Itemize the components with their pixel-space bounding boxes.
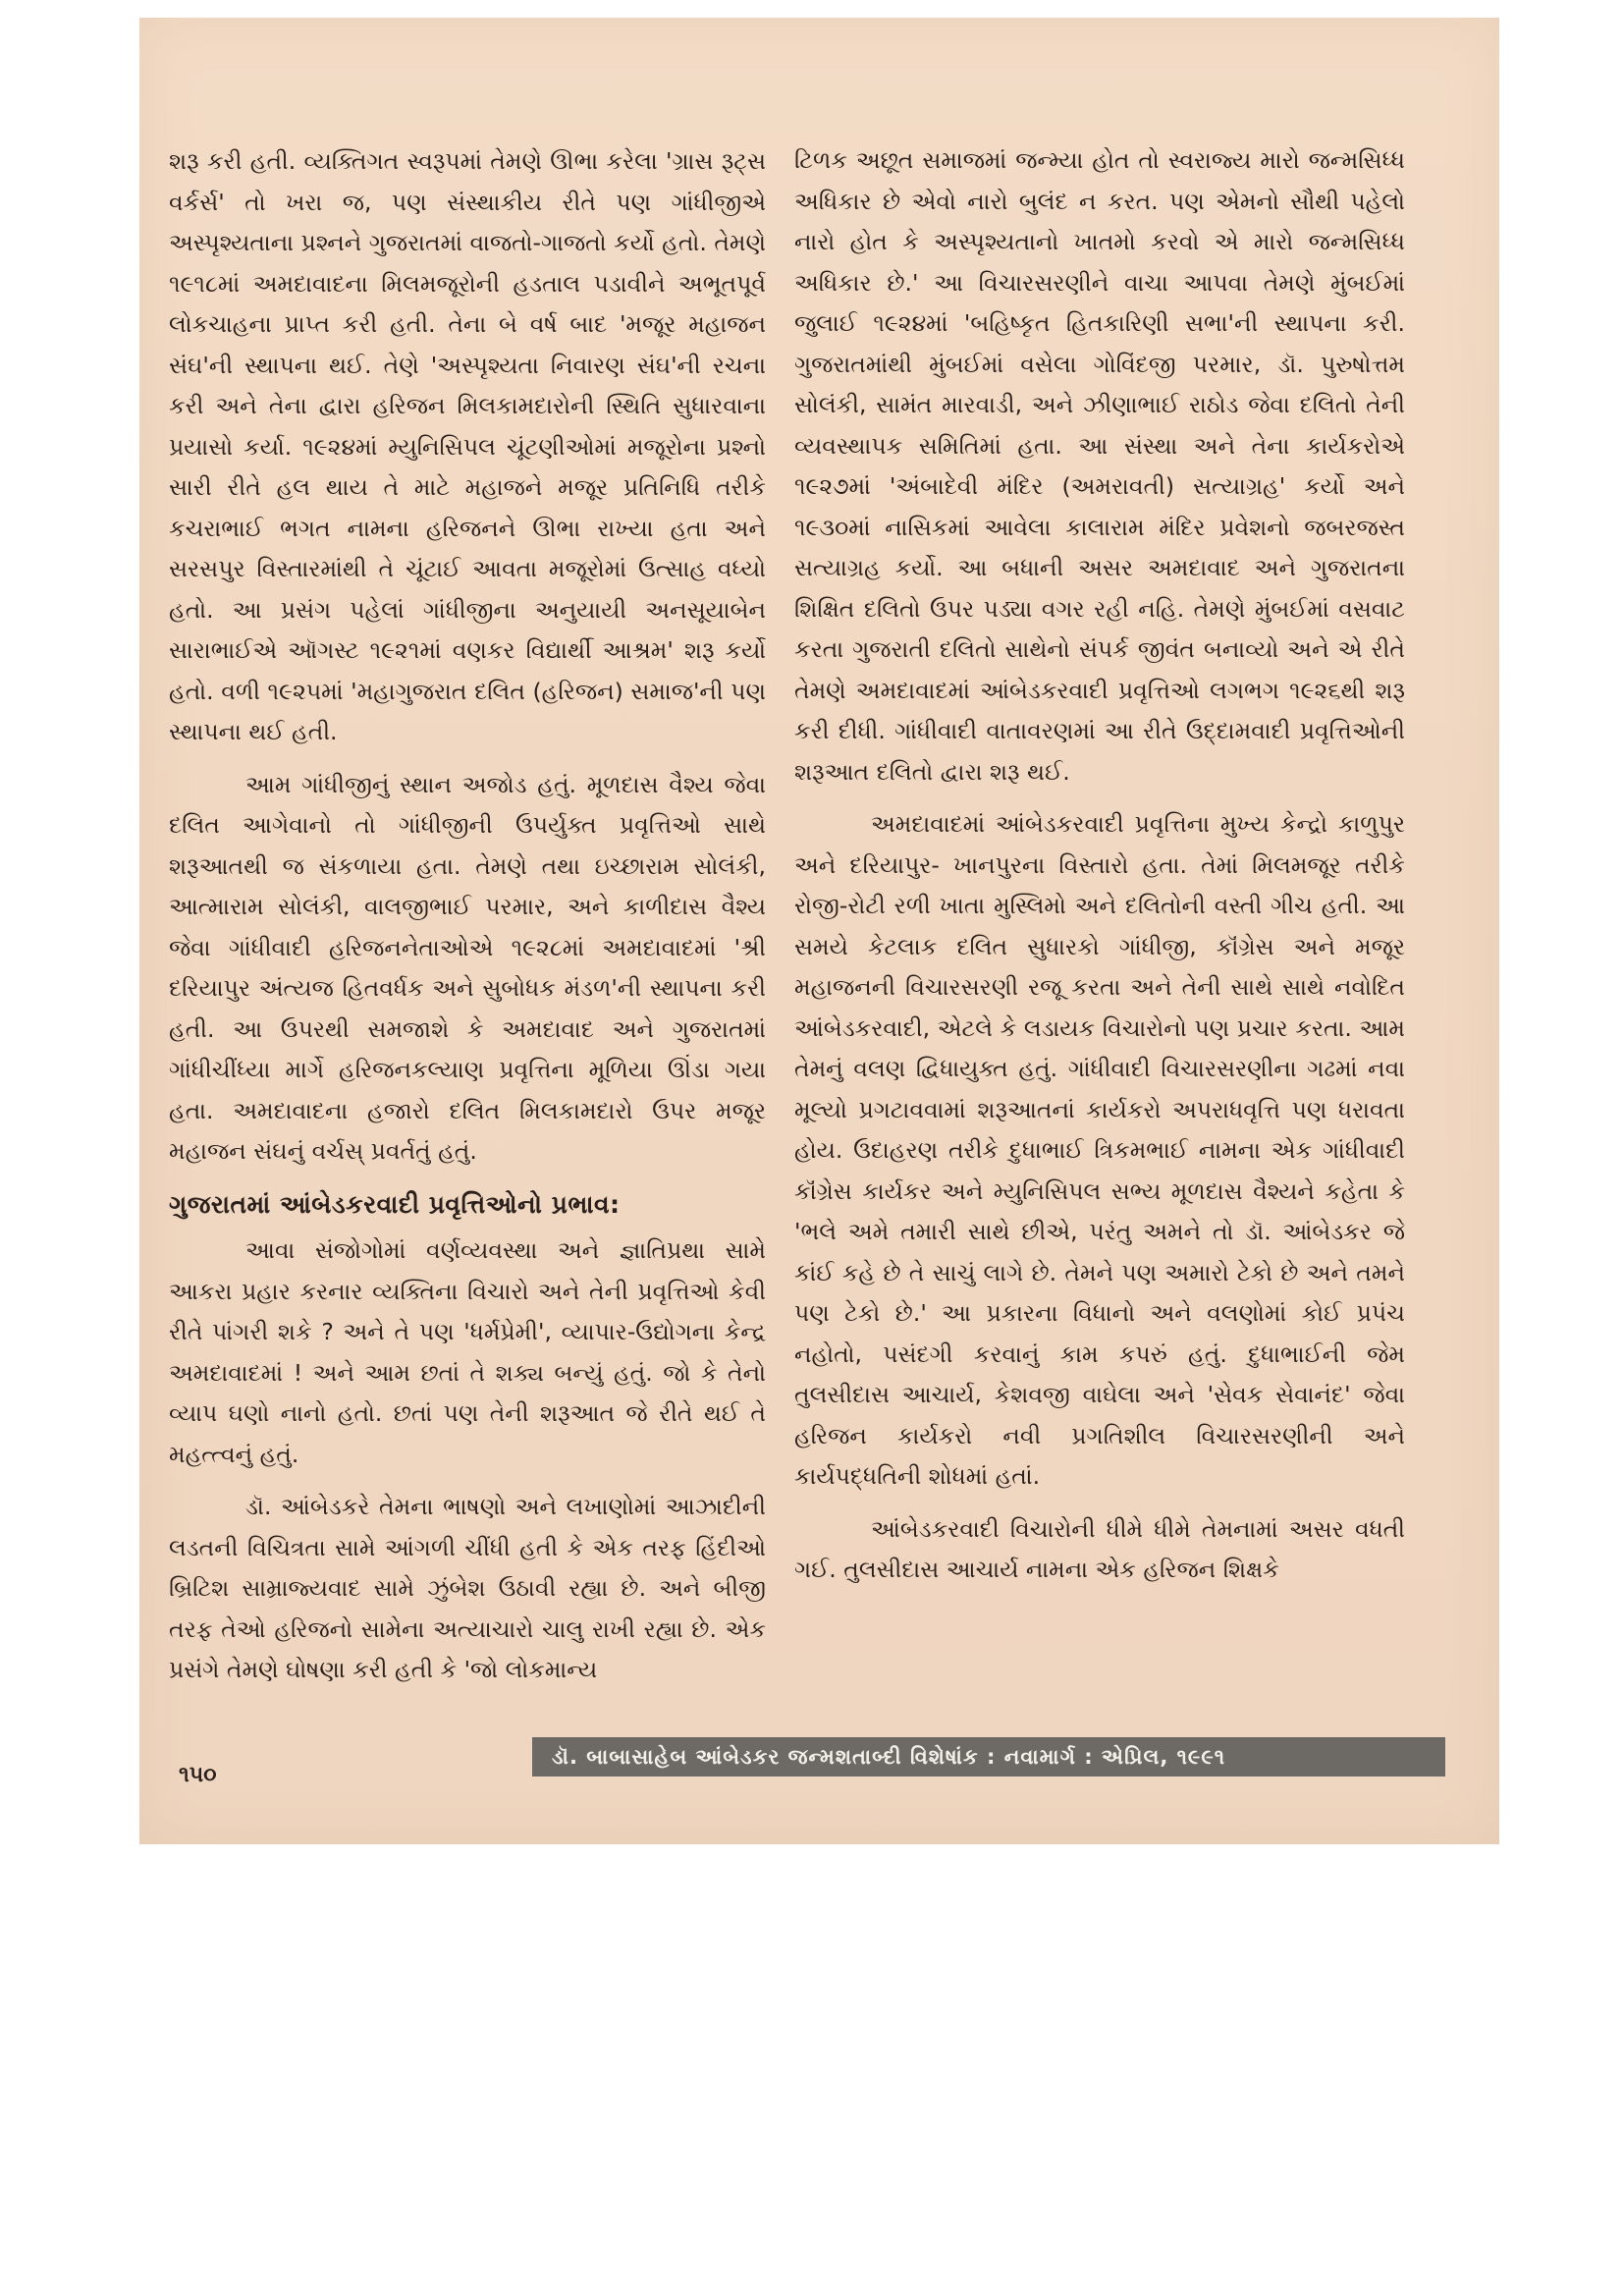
left-paragraph-1: શરૂ કરી હતી. વ્યક્તિગત સ્વરૂપમાં તેમણે ઊભા કરેલા 'ગ્રાસ રૂટ્સ વર્કર્સ' તો ખરા જ, પણ સંસ્થાકીય રીતે પણ ગાંધીજીએ અસ્પૃશ્યતાના પ્રશ્નને ગુજરાતમાં વાજતો-ગાજતો કર્યો હતો. તેમણે ૧૯૧૮માં અમદાવાદના મિલમજૂરોની હડતાલ પડાવીને અભૂતપૂર્વ લોકચાહના પ્રાપ્ત કરી હતી. તેના બે વર્ષ બાદ 'મજૂર મહાજન સંઘ'ની સ્થાપના થઈ. તેણે 'અસ્પૃશ્યતા નિવારણ સંઘ'ની રચના કરી અને તેના દ્વારા હરિજન મિલકામદારોની સ્થિતિ સુધારવાના પ્રયાસો કર્યા. ૧૯૨૪માં મ્યુનિસિપલ ચૂંટણીઓમાં મજૂરોના પ્રશ્નો સારી રીતે હલ થાય તે માટે મહાજને મજૂર પ્રતિનિધિ તરીકે કચરાભાઈ ભગત નામના હરિજનને ઊભા રાખ્યા હતા અને સરસપુર વિસ્તારમાંથી તે ચૂંટાઈ આવતા મજૂરોમાં ઉત્સાહ વધ્યો હતો. આ પ્રસંગ પહેલાં ગાંધીજીના અનુયાયી અનસૂયાબેન સારાભાઈએ ઑગસ્ટ ૧૯૨૧માં વણકર વિદ્યાર્થી આશ્રમ' શરૂ કર્યો હતો. વળી ૧૯૨૫માં 'મહાગુજરાત દલિત (હરિજન) સમાજ'ની પણ સ્થાપના થઈ હતી. xyxy=(169,147,766,745)
left-paragraph-3: આવા સંજોગોમાં વર્ણવ્યવસ્થા અને જ્ઞાતિપ્રથા સામે આકરા પ્રહાર કરનાર વ્યક્તિના વિચારો અને તેની પ્રવૃત્તિઓ કેવી રીતે પાંગરી શકે ? અને તે પણ 'ધર્મપ્રેમી', વ્યાપાર-ઉદ્યોગના કેન્દ્ર અમદાવાદમાં ! અને આમ છતાં તે શક્ય બન્યું હતું. જો કે તેનો વ્યાપ ઘણો નાનો હતો. છતાં પણ તેની શરૂઆત જે રીતે થઈ તે મહત્ત્વનું હતું. xyxy=(169,1236,766,1468)
right-paragraph-3: આંબેડકરવાદી વિચારોની ધીમે ધીમે તેમનામાં અસર વધતી ગઈ. તુલસીદાસ આચાર્ય નામના એક હરિજન શિક્ષકે xyxy=(794,1514,1405,1583)
scanned-page xyxy=(139,18,1499,1844)
footer-banner: ડૉ. બાબાસાહેબ આંબેડકર જન્મશતાબ્દી વિશેષાંક : નવામાર્ગ : એપ્રિલ, ૧૯૯૧ xyxy=(532,1737,1445,1777)
right-column xyxy=(794,140,1405,1603)
right-paragraph-2: અમદાવાદમાં આંબેડકરવાદી પ્રવૃત્તિના મુખ્ય કેન્દ્રો કાળુપુર અને દરિયાપુર- ખાનપુરના વિસ્તારો હતા. તેમાં મિલમજૂર તરીકે રોજી-રોટી રળી ખાતા મુસ્લિમો અને દલિતોની વસ્તી ગીચ હતી. આ સમયે કેટલાક દલિત સુધારકો ગાંધીજી, કૉંગ્રેસ અને મજૂર મહાજનની વિચારસરણી રજૂ કરતા અને તેની સાથે સાથે નવોદિત આંબેડકરવાદી, એટલે કે લડાયક વિચારોનો પણ પ્રચાર કરતા. આમ તેમનું વલણ દ્વિધાયુક્ત હતું. ગાંધીવાદી વિચારસરણીના ગઢમાં નવા મૂલ્યો પ્રગટાવવામાં શરૂઆતનાં કાર્યકરો અપરાધવૃત્તિ પણ ધરાવતા હોય. ઉદાહરણ તરીકે દુધાભાઈ ત્રિકમભાઈ નામના એક ગાંધીવાદી કૉંગ્રેસ કાર્યકર અને મ્યુનિસિપલ સભ્ય મૂળદાસ વૈશ્યને કહેતા કે 'ભલે અમે તમારી સાથે છીએ, પરંતુ અમને તો ડૉ. આંબેડકર જે કાંઈ કહે છે તે સાચું લાગે છે. તેમને પણ અમારો ટેકો છે અને તમને પણ ટેકો છે.' આ પ્રકારના વિધાનો અને વલણોમાં કોઈ પ્રપંચ નહોતો, પસંદગી કરવાનું કામ કપરું હતું. દુધાભાઈની જેમ તુલસીદાસ આચાર્ય, કેશવજી વાઘેલા અને 'સેવક સેવાનંદ' જેવા હરિજન કાર્યકરો નવી પ્રગતિશીલ વિચારસરણીની અને કાર્યપદ્ધતિની શોધમાં હતાં. xyxy=(794,810,1405,1490)
left-paragraph-2: આમ ગાંધીજીનું સ્થાન અજોડ હતું. મૂળદાસ વૈશ્ય જેવા દલિત આગેવાનો તો ગાંધીજીની ઉપર્યુક્ત પ્રવૃત્તિઓ સાથે શરૂઆતથી જ સંકળાયા હતા. તેમણે તથા ઇચ્છારામ સોલંકી, આત્મારામ સોલંકી, વાલજીભાઈ પરમાર, અને કાળીદાસ વૈશ્ય જેવા ગાંધીવાદી હરિજનનેતાઓએ ૧૯૨૮માં અમદાવાદમાં 'શ્રી દરિયાપુર અંત્યજ હિતવર્ધક અને સુબોધક મંડળ'ની સ્થાપના કરી હતી. આ ઉપરથી સમજાશે કે અમદાવાદ અને ગુજરાતમાં ગાંધીચીંધ્યા માર્ગે હરિજનકલ્યાણ પ્રવૃત્તિના મૂળિયા ઊંડા ગયા હતા. અમદાવાદના હજારો દલિત મિલકામદારો ઉપર મજૂર મહાજન સંઘનું વર્ચસ્ પ્રવર્તતું હતું. xyxy=(169,770,766,1165)
left-column xyxy=(169,141,766,1703)
page-number: ૧૫૦ xyxy=(179,1763,217,1787)
right-paragraph-1: ટિળક અછૂત સમાજમાં જન્મ્યા હોત તો સ્વરાજ્ય મારો જન્મસિધ્ધ અધિકાર છે એવો નારો બુલંદ ન કરત. પણ એમનો સૌથી પહેલો નારો હોત કે અસ્પૃશ્યતાનો ખાતમો કરવો એ મારો જન્મસિધ્ધ અધિકાર છે.' આ વિચારસરણીને વાચા આપવા તેમણે મુંબઈમાં જુલાઈ ૧૯૨૪માં 'બહિષ્કૃત હિતકારિણી સભા'ની સ્થાપના કરી. ગુજરાતમાંથી મુંબઈમાં વસેલા ગોવિંદજી પરમાર, ડૉ. પુરુષોત્તમ સોલંકી, સામંત મારવાડી, અને ઝીણાભાઈ રાઠોડ જેવા દલિતો તેની વ્યવસ્થાપક સમિતિમાં હતા. આ સંસ્થા અને તેના કાર્યકરોએ ૧૯૨૭માં 'અંબાદેવી મંદિર (અમરાવતી) સત્યાગ્રહ' કર્યો અને ૧૯૩૦માં નાસિકમાં આવેલા કાલારામ મંદિર પ્રવેશનો જબરજસ્ત સત્યાગ્રહ કર્યો. આ બધાની અસર અમદાવાદ અને ગુજરાતના શિક્ષિત દલિતો ઉપર પડ્યા વગર રહી નહિ. તેમણે મુંબઈમાં વસવાટ કરતા ગુજરાતી દલિતો સાથેનો સંપર્ક જીવંત બનાવ્યો અને એ રીતે તેમણે અમદાવાદમાં આંબેડકરવાદી પ્રવૃત્તિઓ લગભગ ૧૯૨૬થી શરૂ કરી દીધી. ગાંધીવાદી વાતાવરણમાં આ રીતે ઉદ્દામવાદી પ્રવૃત્તિઓની શરૂઆત દલિતો દ્વારા શરૂ થઈ. xyxy=(794,146,1405,786)
left-paragraph-4: ડૉ. આંબેડકરે તેમના ભાષણો અને લખાણોમાં આઝાદીની લડતની વિચિત્રતા સામે આંગળી ચીંધી હતી કે એક તરફ હિંદીઓ બ્રિટિશ સામ્રાજ્યવાદ સામે ઝુંબેશ ઉઠાવી રહ્યા છે. અને બીજી તરફ તેઓ હરિજનો સામેના અત્યાચારો ચાલુ રાખી રહ્યા છે. એક પ્રસંગે તેમણે ઘોષણા કરી હતી કે 'જો લોકમાન્ય xyxy=(169,1493,766,1683)
section-heading: ગુજરાતમાં આંબેડકરવાદી પ્રવૃત્તિઓનો પ્રભાવ: xyxy=(169,1189,621,1219)
